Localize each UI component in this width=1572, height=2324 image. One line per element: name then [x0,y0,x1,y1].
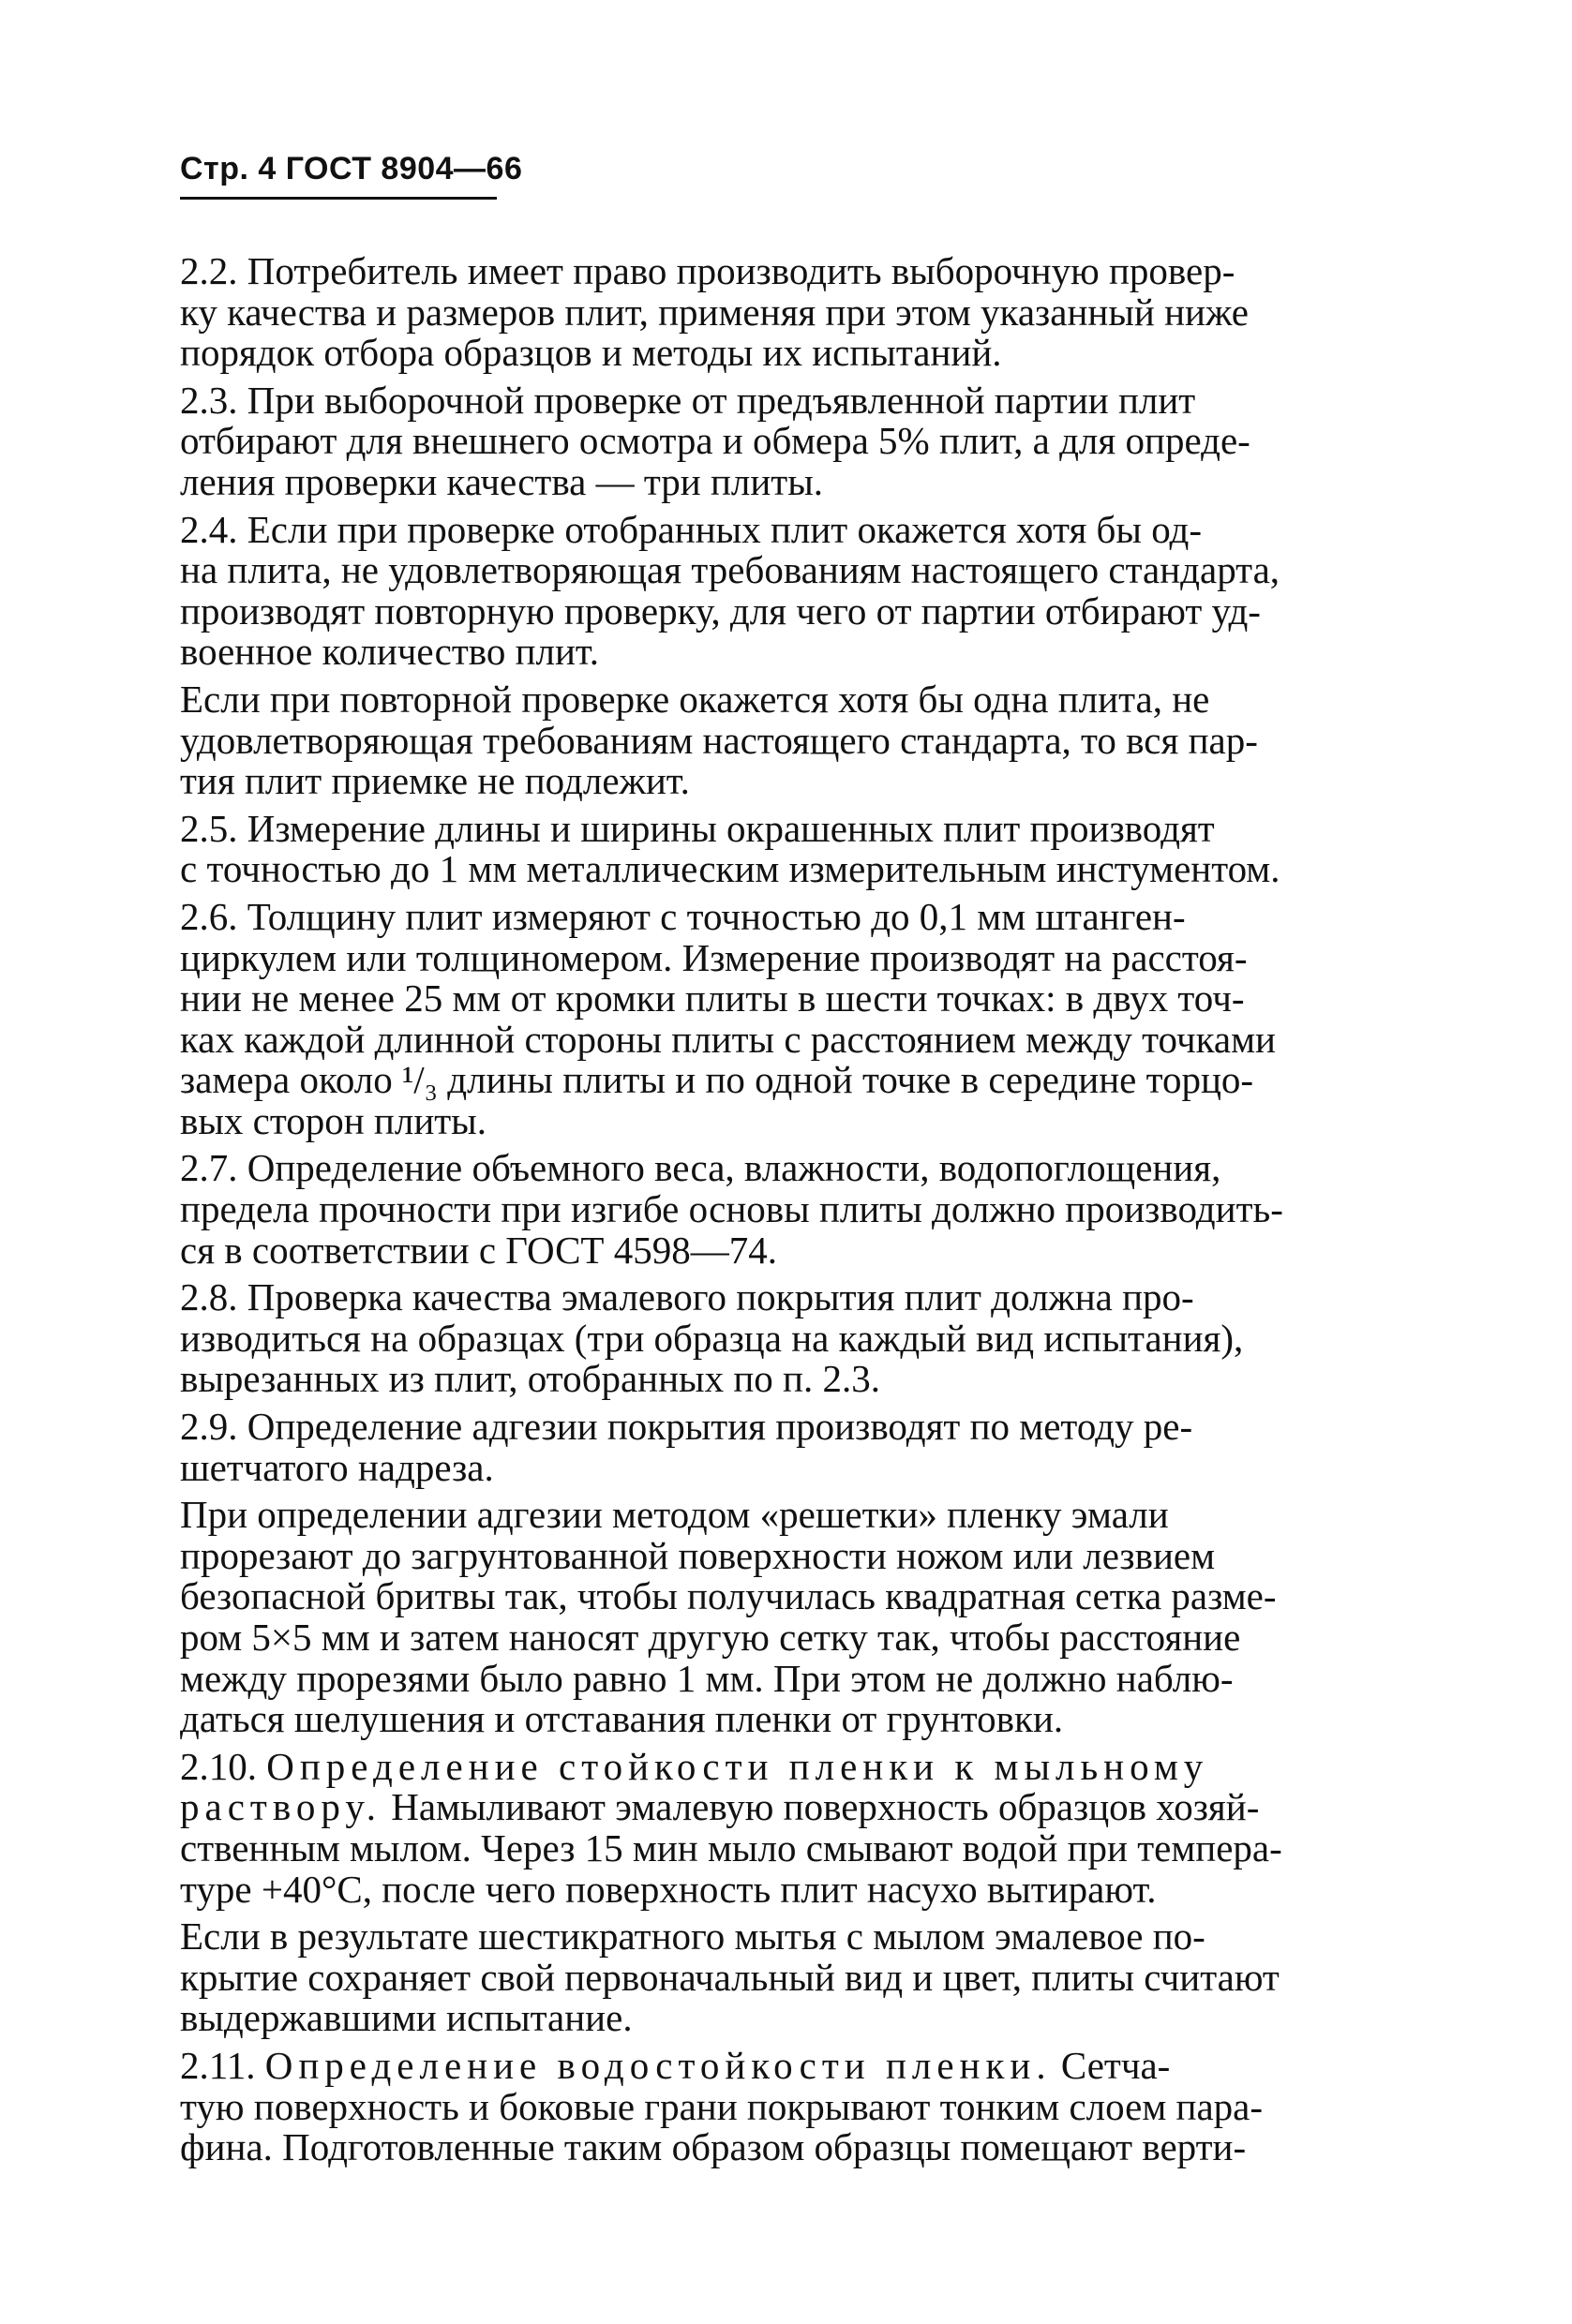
paragraph-2-5: 2.5. Измерение длины и ширины окрашенных плит производят с точностью до 1 мм металлическим измерительным инстументом. [180,806,1280,891]
paragraph-2-3: 2.3. При выборочной проверке от предъявленной партии плит отбирают для внешнего осмотра и обмера 5% плит, а для опреде- ления проверки качества — три плиты. [180,378,1250,503]
paragraph-2-2: 2.2. Потребитель имеет право производить выборочную провер- ку качества и размеров плит, применяя при этом указанный ниже порядок отбора образцов и методы их испытаний. [180,249,1249,375]
section-heading: Определение стойкости пленки к мыльному раствору. [180,1744,1209,1829]
paragraph-2-6: 2.6. Толщину плит измеряют с точностью до 0,1 мм штанген- циркулем или толщиномером. Измерение производят на расстоя- нии не менее 25 мм от кромки плиты в шести точках: в двух точ- ках каждой длинной стороны плиты с расстоянием между точками замера около ¹/₃ длины плиты и по одной точке в середине торцо- вых сторон плиты. [180,894,1277,1142]
page-header: Стр. 4 ГОСТ 8904—66 [180,151,523,186]
document-body [180,251,1438,2175]
paragraph-2-11 [180,2043,1438,2169]
paragraph-2-4-continued: Если при повторной проверке окажется хотя бы одна плита, не удовлетворяющая требованиям настоящего стандарта, то вся пар- тия плит приемке не подлежит. [180,677,1258,803]
paragraph-2-8: 2.8. Проверка качества эмалевого покрытия плит должна про- изводиться на образцах (три образца на каждый вид испытания), вырезанных из плит, отобранных по п. 2.3. [180,1275,1244,1401]
section-text: Сетча- тую поверхность и боковые грани покрывают тонким слоем пара- фина. Подготовленные таким образом образцы помещают верти- [180,2043,1264,2169]
paragraph-2-7: 2.7. Определение объемного веса, влажности, водопоглощения, предела прочности при изгибе основы плиты должно производить- ся в соответствии с ГОСТ 4598—74. [180,1146,1283,1272]
paragraph-2-10-continued: Если в результате шестикратного мытья с мылом эмалевое по- крытие сохраняет свой первоначальный вид и цвет, плиты считают выдержавшими испытание. [180,1914,1280,2040]
paragraph-2-9-continued: При определении адгезии методом «решетки» пленку эмали прорезают до загрунтованной поверхности ножом или лезвием безопасной бритвы так, чтобы получилась квадратная сетка разме- ром 5×5 мм и затем наносят другую сетку так, чтобы расстояние между прорезями было равно 1 мм. При этом не должно наблю- даться шелушения и отставания пленки от грунтовки. [180,1493,1277,1741]
section-text: Намыливают эмалевую поверхность образцов хозяй- ственным мылом. Через 15 мин мыло смывают водой при темпера- туре +40°С, после чего поверхность плит насухо вытирают. [180,1785,1282,1911]
section-number: 2.10. [180,1744,267,1788]
header-rule [180,197,497,200]
paragraph-2-9: 2.9. Определение адгезии покрытия производят по методу ре- шетчатого надреза. [180,1405,1193,1489]
section-number: 2.11. [180,2043,265,2087]
paragraph-2-4: 2.4. Если при проверке отобранных плит окажется хотя бы од- на плита, не удовлетворяющая требованиям настоящего стандарта, производят повторную проверку, для чего от партии отбирают уд- военное количество плит. [180,507,1280,674]
paragraph-2-10 [180,1744,1438,1911]
section-heading: Определение водостойкости пленки. [264,2043,1052,2087]
